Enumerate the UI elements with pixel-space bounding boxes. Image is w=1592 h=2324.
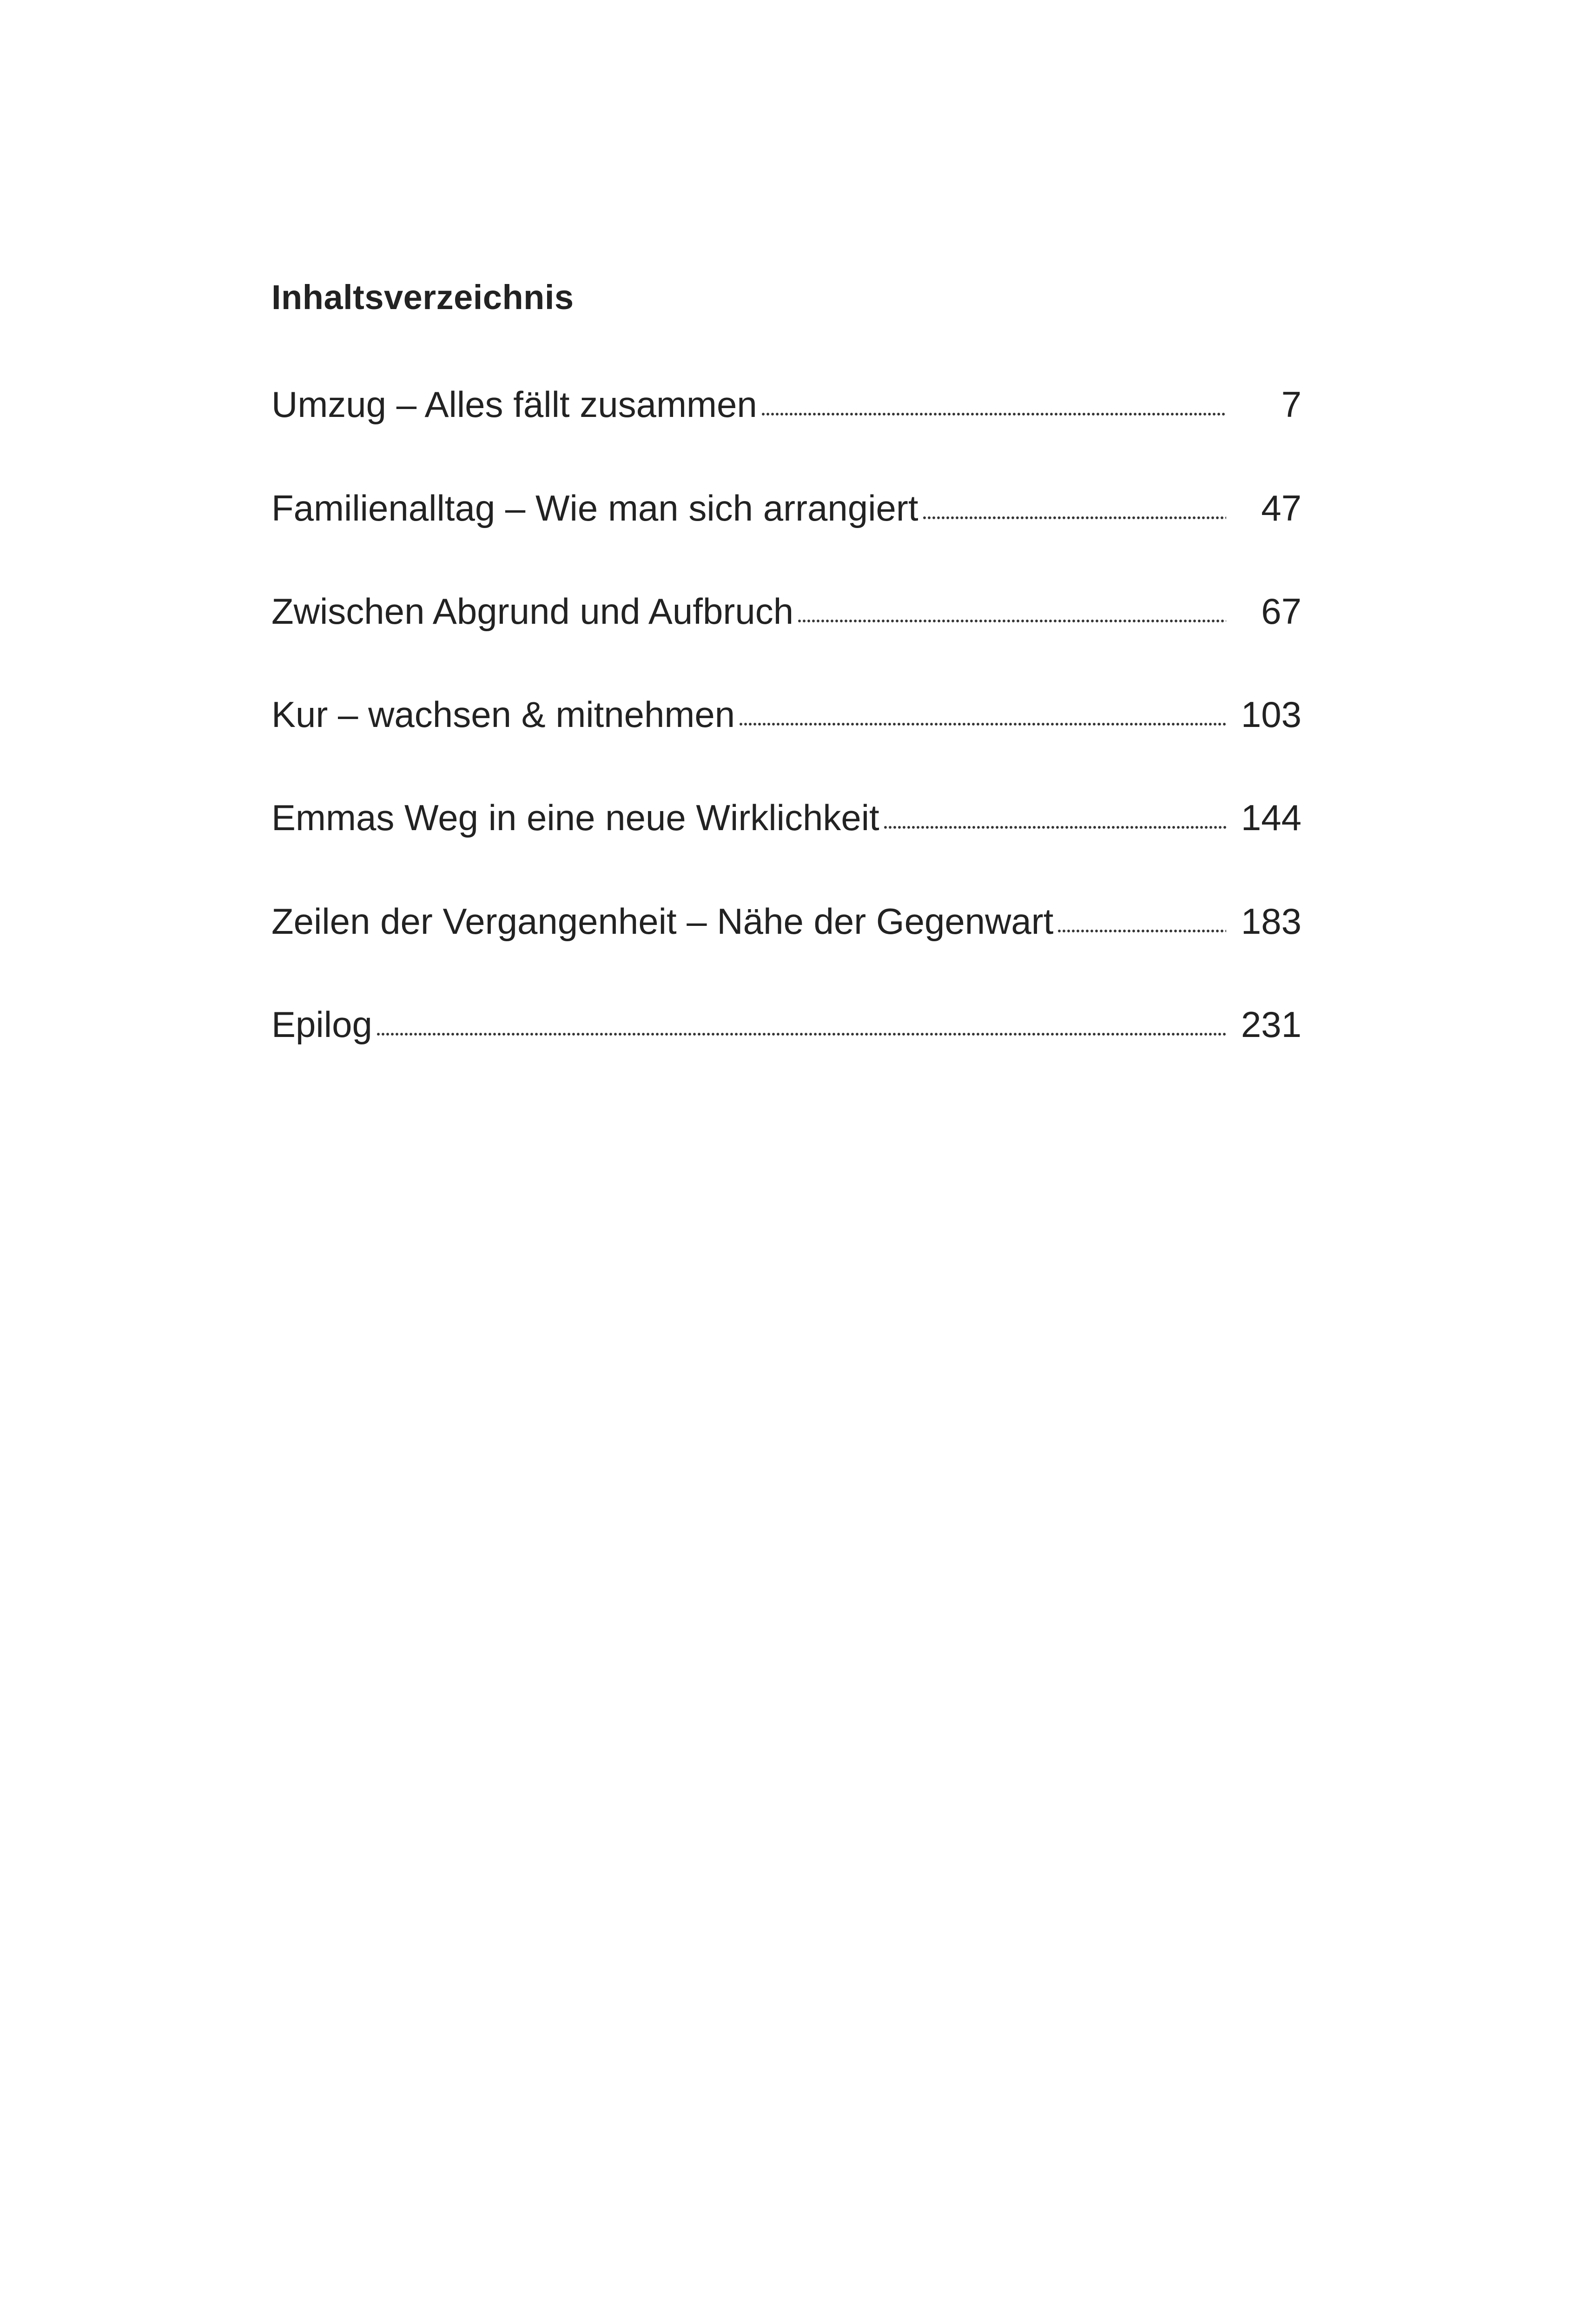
toc-entry-title: Zeilen der Vergangenheit – Nähe der Gegenwart bbox=[271, 901, 1054, 942]
dot-leader bbox=[761, 412, 1226, 416]
toc-entry-title: Kur – wachsen & mitnehmen bbox=[271, 694, 735, 735]
toc-heading: Inhaltsverzeichnis bbox=[271, 278, 574, 317]
dot-leader bbox=[883, 825, 1226, 829]
toc-entry-title: Familienalltag – Wie man sich arrangiert bbox=[271, 488, 918, 528]
dot-leader bbox=[922, 516, 1226, 520]
toc-entry bbox=[271, 374, 1301, 430]
toc-entry bbox=[271, 994, 1301, 1050]
toc-entry-page-number: 183 bbox=[1241, 901, 1301, 942]
toc-entry bbox=[271, 787, 1301, 843]
dot-leader bbox=[797, 619, 1226, 623]
toc-entry bbox=[271, 581, 1301, 637]
toc-entry bbox=[271, 891, 1301, 947]
dot-leader bbox=[1057, 929, 1226, 933]
dot-leader bbox=[739, 722, 1226, 726]
toc-entry-title: Epilog bbox=[271, 1004, 372, 1045]
toc-entry-title: Zwischen Abgrund und Aufbruch bbox=[271, 591, 794, 632]
toc-entry-page-number: 7 bbox=[1281, 384, 1301, 425]
toc-entry-page-number: 103 bbox=[1241, 694, 1301, 735]
toc-entry-page-number: 47 bbox=[1261, 488, 1301, 528]
toc-entry bbox=[271, 478, 1301, 534]
toc-entry-page-number: 231 bbox=[1241, 1004, 1301, 1045]
toc-entry-title: Emmas Weg in eine neue Wirklichkeit bbox=[271, 797, 879, 838]
toc-entry-page-number: 144 bbox=[1241, 797, 1301, 838]
toc-entry-page-number: 67 bbox=[1261, 591, 1301, 632]
toc-entry-title: Umzug – Alles fällt zusammen bbox=[271, 384, 757, 425]
dot-leader bbox=[376, 1032, 1226, 1036]
toc-entry bbox=[271, 684, 1301, 740]
